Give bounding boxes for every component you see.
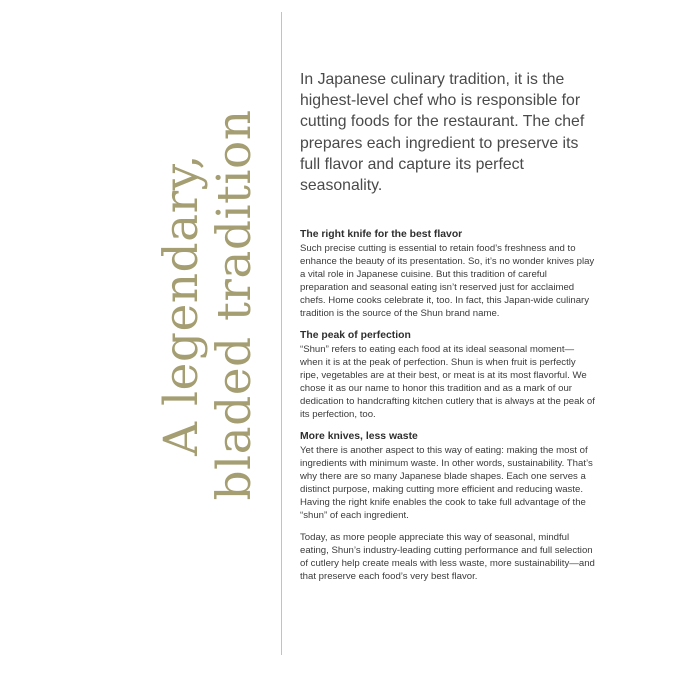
section-text: “Shun” refers to eating each food at its ideal seasonal moment—when it is at the peak of perfection. Shun is when fruit is perfectly ripe, vegetables are at their best, or meat is at its most flavorful. We chose it as our name to honor this tradition and as a mark of our dedication to handcrafting kitchen cutlery that is always at the peak of its perfection, too. bbox=[300, 343, 595, 421]
vertical-title bbox=[155, 25, 275, 585]
section-heading: The peak of perfection bbox=[300, 330, 411, 342]
intro-paragraph: In Japanese culinary tradition, it is the highest-level chef who is responsible for cutting foods for the restaurant. The chef prepares each ingredient to preserve its full flavor and capture its perfect seasonality. bbox=[300, 71, 585, 195]
section-text: Such precise cutting is essential to retain food’s freshness and to enhance the beauty of its presentation. So, it’s no wonder knives play a vital role in Japanese cuisine. But this tradition of careful preparation and seasonal eating isn’t reserved just for acclaimed chefs. Home cooks celebrate it, too. In fact, this Japan-wide culinary tradition is the source of the Shun brand name. bbox=[300, 242, 595, 319]
closing-paragraph: Today, as more people appreciate this way of seasonal, mindful eating, Shun’s industry-leading cutting performance and full selection of cutlery help create meals with less waste, more sustainability—and that preserve each food’s very best flavor. bbox=[300, 532, 595, 583]
vertical-divider bbox=[281, 12, 282, 655]
title-line-2: bladed tradition bbox=[207, 109, 262, 501]
section-text: Yet there is another aspect to this way of eating: making the most of ingredients with minimum waste. In other words, sustainability. That’s why there are so many Japanese blade shapes. Each one serves a distinct purpose, making cutting more efficient and reducing waste. Having the right knife enables the cook to take full advantage of the “shun” of each ingredient. bbox=[300, 444, 593, 522]
section-heading: More knives, less waste bbox=[300, 431, 418, 443]
body-text bbox=[300, 228, 595, 584]
section-more-knives bbox=[300, 430, 595, 522]
section-peak-of-perfection bbox=[300, 329, 595, 421]
title-line-1: A legendary, bbox=[154, 154, 209, 456]
section-right-knife bbox=[300, 228, 595, 320]
section-heading: The right knife for the best flavor bbox=[300, 229, 463, 240]
